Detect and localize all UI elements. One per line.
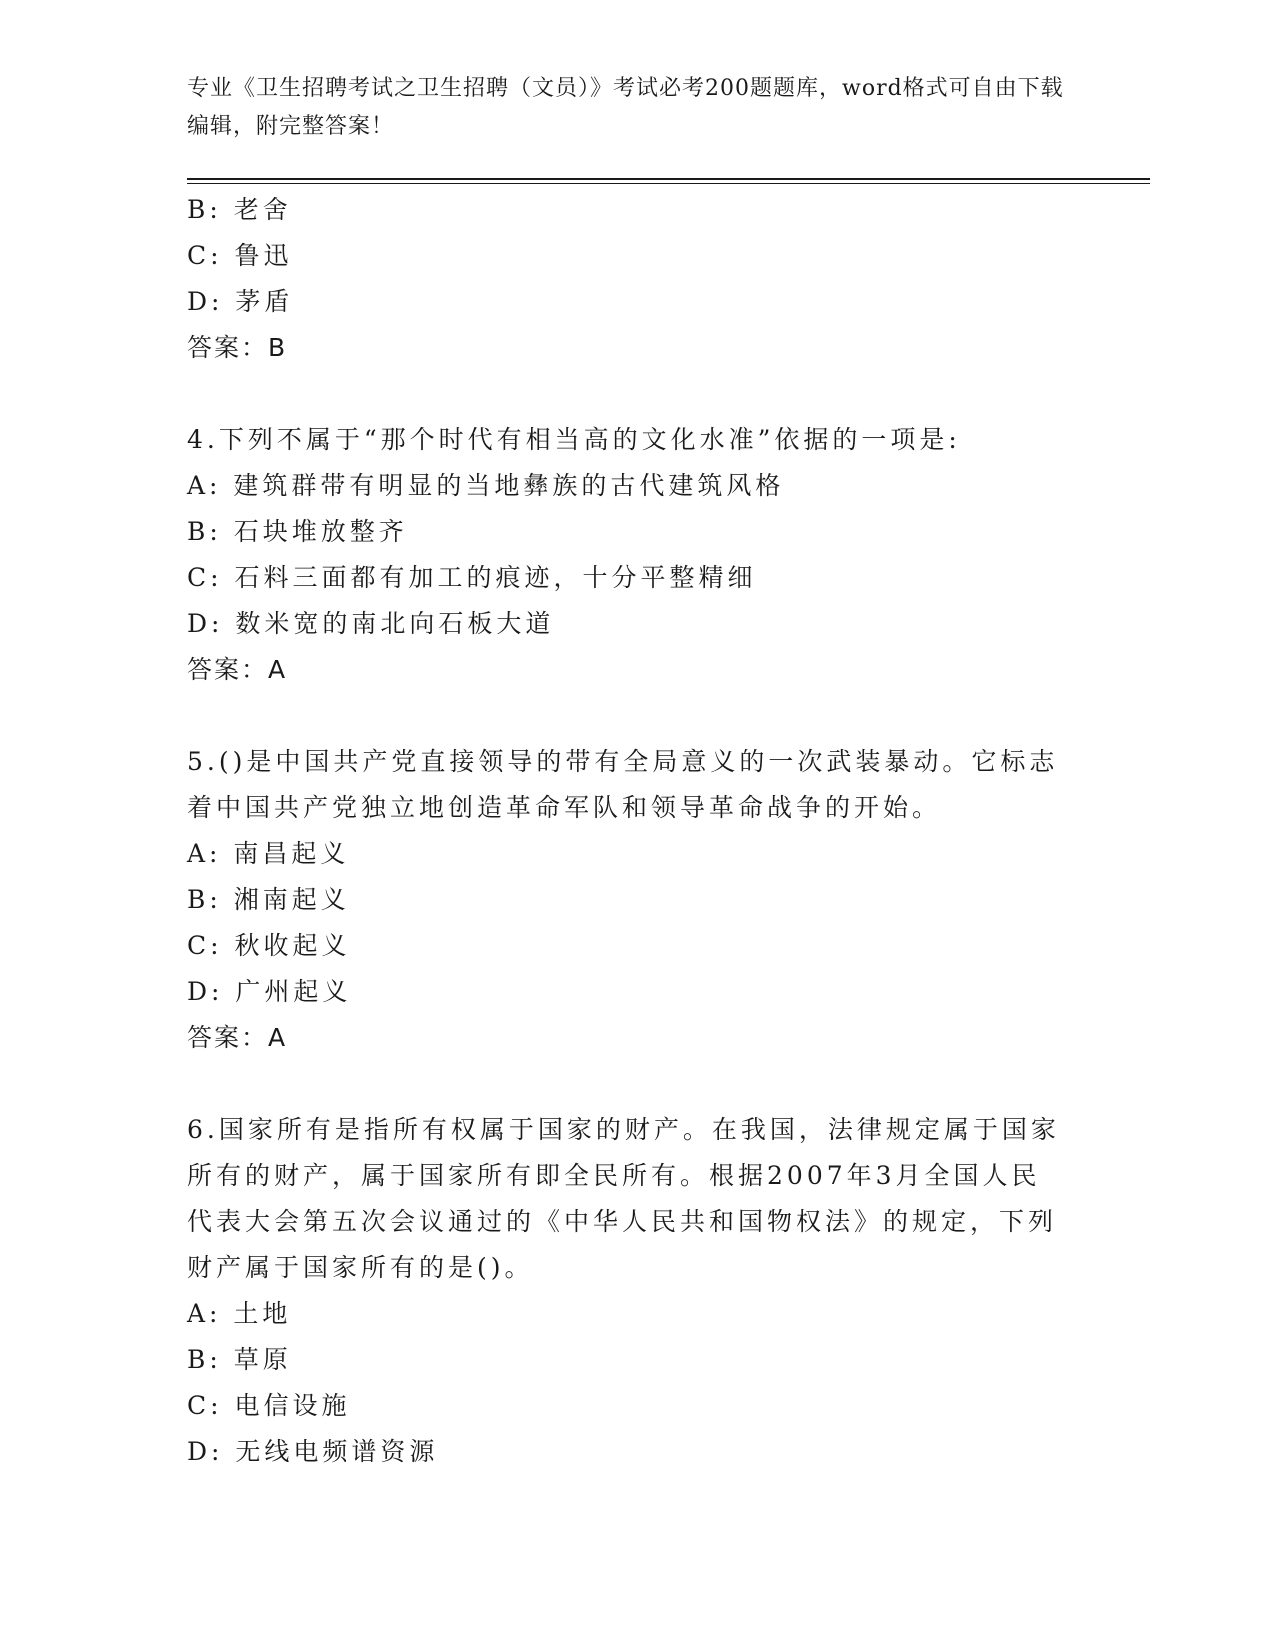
option-d: D: 数米宽的南北向石板大道 [187, 609, 555, 638]
spacer [187, 371, 1087, 417]
question-text: 4.下列不属于“那个时代有相当高的文化水准”依据的一项是: [187, 425, 961, 454]
question-text: 5.()是中国共产党直接领导的带有全局意义的一次武装暴动。它标志着中国共产党独立地创造革命军队和领导革命战争的开始。 [187, 747, 1059, 822]
header-divider-thick [187, 178, 1150, 180]
spacer [187, 1061, 1087, 1107]
option-b: B: 草原 [187, 1345, 292, 1374]
option-b: B: 湘南起义 [187, 885, 350, 914]
question-list [187, 187, 1087, 1475]
question-text: 6.国家所有是指所有权属于国家的财产。在我国，法律规定属于国家所有的财产，属于国家所有即全民所有。根据2007年3月全国人民代表大会第五次会议通过的《中华人民共和国物权法》的规定，下列财产属于国家所有的是()。 [187, 1115, 1060, 1282]
question-5 [187, 739, 1087, 1061]
option-c: C: 鲁迅 [187, 241, 293, 270]
answer: 答案：A [187, 655, 288, 684]
option-d: D: 广州起义 [187, 977, 352, 1006]
header-divider-thin [187, 183, 1150, 184]
option-a: A: 建筑群带有明显的当地彝族的古代建筑风格 [187, 471, 785, 500]
question-3-continued [187, 187, 1087, 371]
question-4 [187, 417, 1087, 693]
document-header: 专业《卫生招聘考试之卫生招聘（文员）》考试必考200题题库，word格式可自由下载编辑，附完整答案！ [187, 76, 1064, 139]
answer: 答案：B [187, 333, 288, 362]
answer: 答案：A [187, 1023, 288, 1052]
option-a: A: 土地 [187, 1299, 292, 1328]
question-6 [187, 1107, 1087, 1475]
option-c: C: 石料三面都有加工的痕迹，十分平整精细 [187, 563, 757, 592]
option-c: C: 秋收起义 [187, 931, 351, 960]
option-d: D: 茅盾 [187, 287, 294, 316]
option-a: A: 南昌起义 [187, 839, 350, 868]
option-b: B: 老舍 [187, 195, 292, 224]
option-b: B: 石块堆放整齐 [187, 517, 408, 546]
option-c: C: 电信设施 [187, 1391, 351, 1420]
option-d: D: 无线电频谱资源 [187, 1437, 439, 1466]
spacer [187, 693, 1087, 739]
